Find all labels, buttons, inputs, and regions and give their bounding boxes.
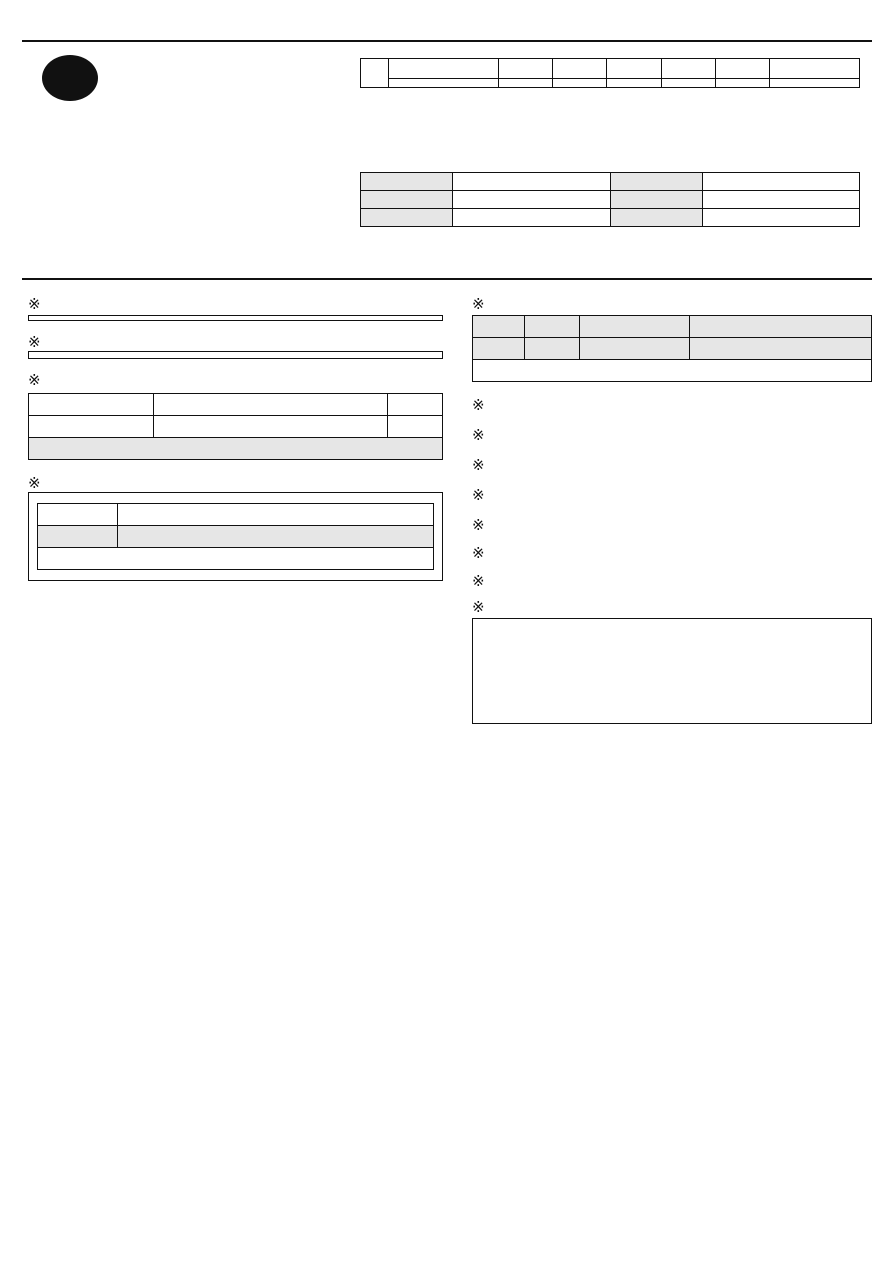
mon-times [499, 79, 553, 88]
offering-row [483, 646, 861, 670]
fri-times [715, 79, 769, 88]
staff-row [62, 150, 352, 171]
section-title: ※ [472, 572, 485, 590]
offering-box [472, 618, 872, 724]
section-title: ※ [472, 426, 485, 444]
staff-row [62, 192, 352, 213]
table-row [473, 338, 872, 360]
day-header [553, 59, 607, 79]
table-row [38, 504, 434, 526]
table-row [29, 394, 443, 416]
section-title: ※ [28, 371, 41, 389]
section-title: ※ [472, 295, 485, 313]
staff-row [62, 171, 352, 192]
thu-times [661, 79, 715, 88]
day-header [770, 59, 860, 79]
right-column [472, 295, 872, 724]
sacrament-schedule [360, 172, 860, 227]
sat-times [770, 79, 860, 88]
day-header [715, 59, 769, 79]
section-title: ※ [28, 333, 41, 351]
sunday-times [389, 79, 499, 88]
section-title: ※ [472, 456, 485, 474]
day-header [607, 59, 661, 79]
table-row [38, 548, 434, 570]
wed-times [607, 79, 661, 88]
mass-label [361, 59, 389, 88]
section-title: ※ [472, 396, 485, 414]
outing-box [28, 351, 443, 359]
lyrics [90, 1180, 860, 1204]
section-title: ※ [472, 486, 485, 504]
staff-list [62, 150, 352, 234]
memorial-table [37, 503, 434, 570]
section-title: ※ [28, 295, 41, 313]
table-row [38, 526, 434, 548]
psalm-response [40, 1110, 860, 1210]
offering-row [483, 694, 861, 718]
baptism-table [28, 393, 443, 460]
sacrament-row [361, 209, 860, 227]
table-row [473, 316, 872, 338]
day-header [499, 59, 553, 79]
sacrament-row [361, 191, 860, 209]
offering-row [483, 622, 861, 646]
header-bottom-rule [22, 278, 872, 280]
offering-row [483, 670, 861, 694]
left-column [28, 295, 443, 581]
tue-times [553, 79, 607, 88]
memorial-box [28, 492, 443, 581]
prayer-table [472, 315, 872, 382]
schedule-list [28, 315, 443, 321]
section-title: ※ [472, 544, 485, 562]
section-title: ※ [472, 516, 485, 534]
sacrament-row [361, 173, 860, 191]
parish-logo [42, 55, 98, 101]
section-title: ※ [472, 598, 485, 616]
mass-schedule [360, 58, 860, 88]
music-staff [90, 1110, 860, 1185]
table-row [473, 360, 872, 382]
day-header [389, 59, 499, 79]
table-row [29, 416, 443, 438]
top-rule [22, 40, 872, 42]
staff-row [62, 213, 352, 234]
section-title: ※ [28, 474, 41, 492]
table-row [29, 438, 443, 460]
day-header [661, 59, 715, 79]
